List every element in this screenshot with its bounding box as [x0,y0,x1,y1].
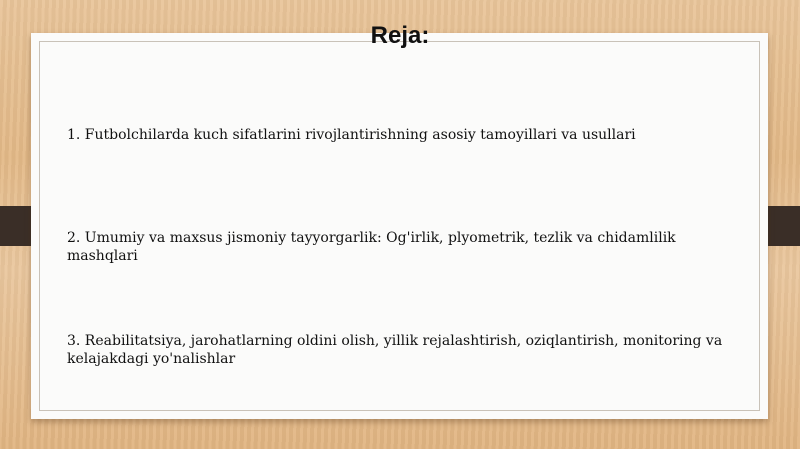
plan-item-1: 1. Futbolchilarda kuch sifatlarini rivojlantirishning asosiy tamoyillari va usullari [67,127,636,143]
plan-item-3: 3. Reabilitatsiya, jarohatlarning oldini olish, yillik rejalashtirish, oziqlantirish, monitoring va kelajakdagi yo'nalishlar [67,333,723,367]
slide-title: Reja: [370,22,430,49]
plan-item-2: 2. Umumiy va maxsus jismoniy tayyorgarlik: Og'irlik, plyometrik, tezlik va chidamlilik mashqlari [67,230,676,264]
